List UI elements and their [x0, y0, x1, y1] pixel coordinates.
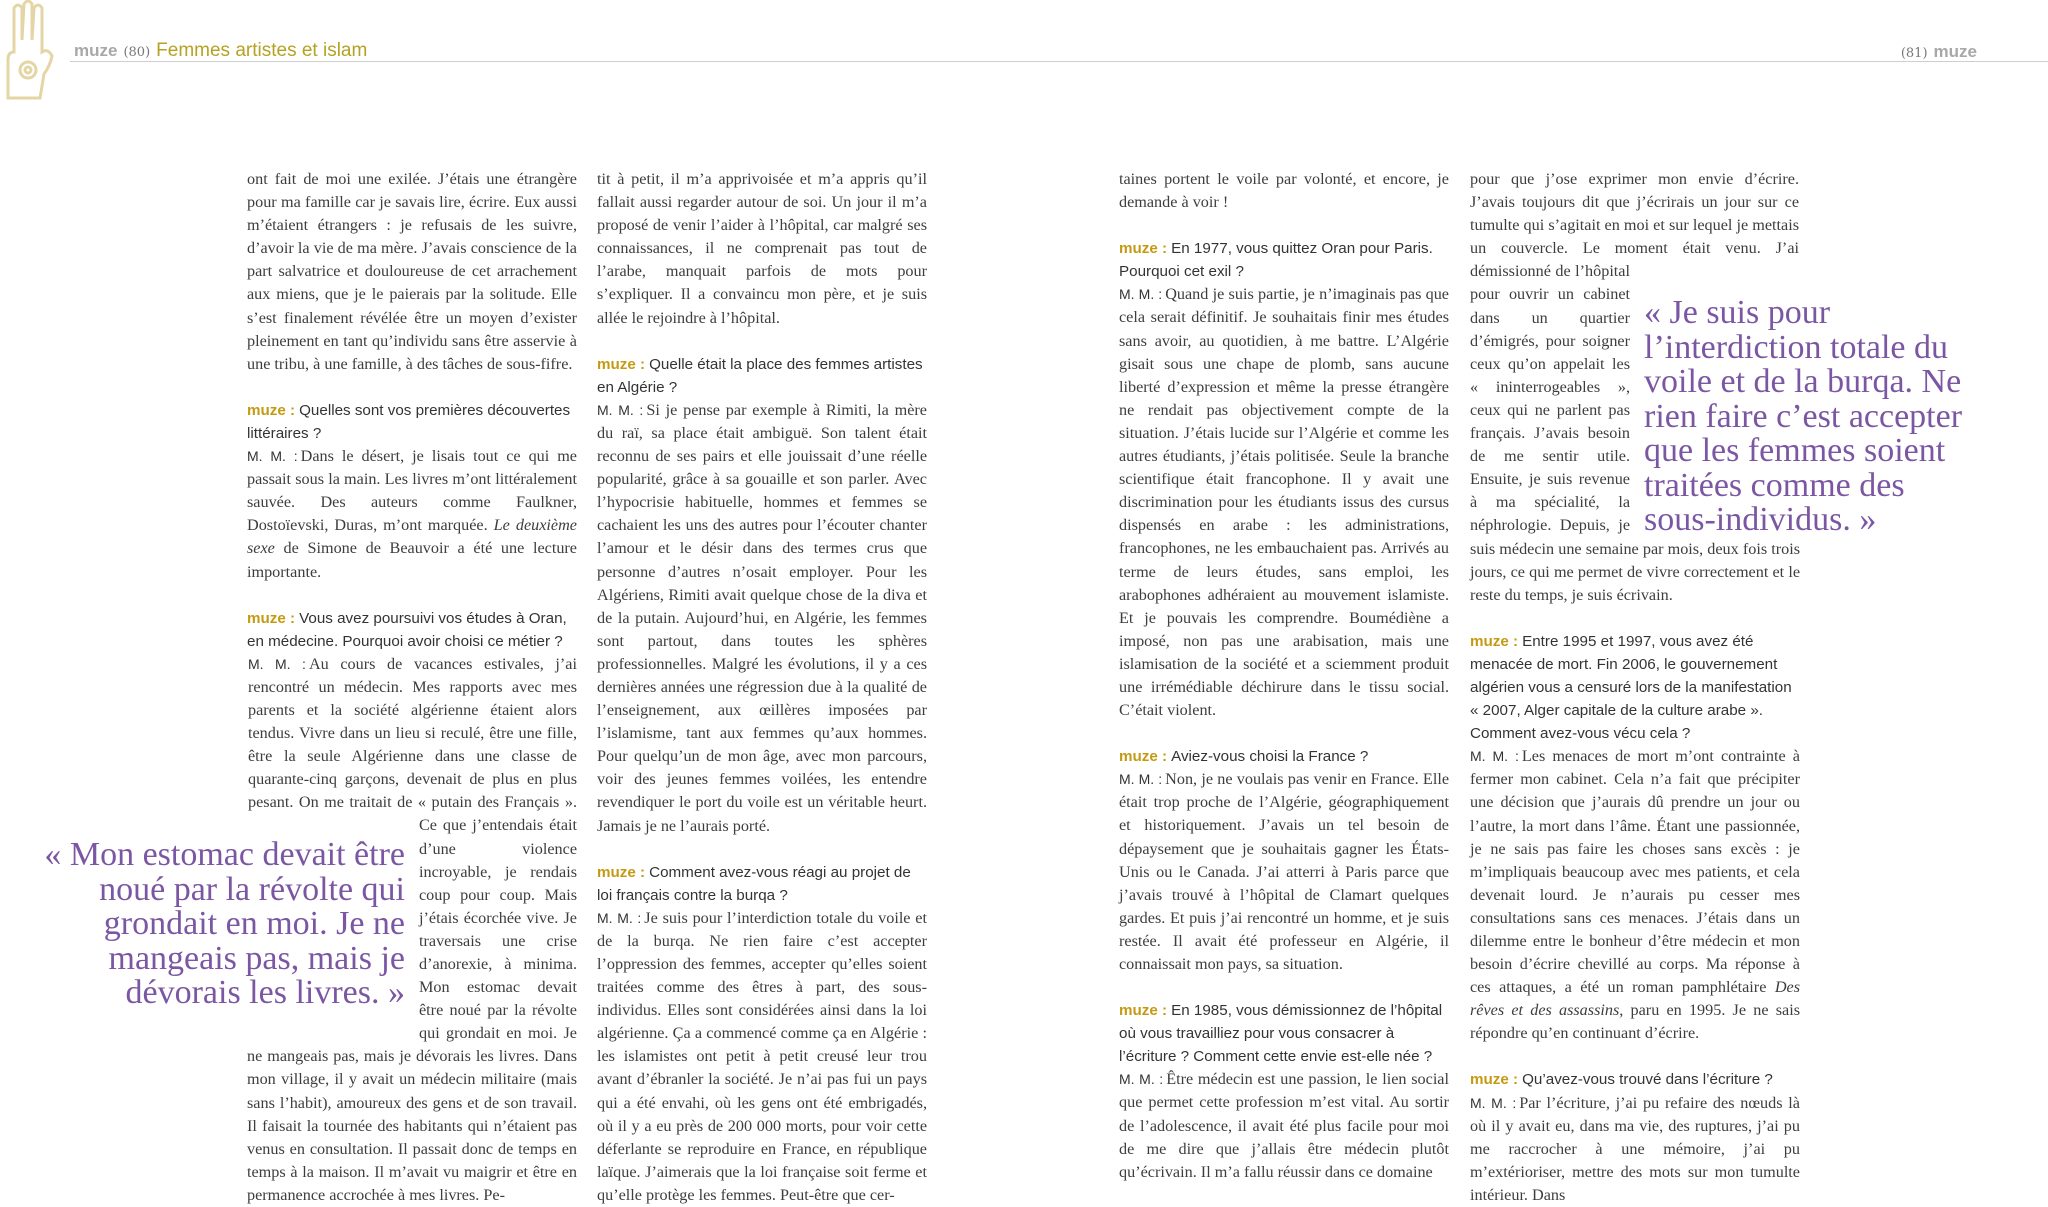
muze-marker: muze : — [1470, 632, 1519, 650]
paragraph: pour que j’ose exprimer mon envie d’écrire. J’avais toujours dit que j’écrirais un jour sur ce tumulte qui s’agitait en moi et sur lequel je mettais un couvercle. Le moment était venu. J’ai démissionné de l’hôpital pour ouvrir un cabinet dans un quartier d’émigrés, pour soigner ceux qu’on appelait les « ininterrogeables », ceux qui ne parlent pas français. J’avais besoin de me sentir utile. Ensuite, je suis revenue à ma spécialité, la néphrologie. Depuis, je suis médecin une semaine par mois, deux fois trois jours, ce qui me permet de vivre correctement et le reste du temps, je suis écrivain. — [1470, 170, 1800, 604]
question-text: Quelles sont vos premières découvertes littéraires ? — [247, 401, 571, 442]
answer-text: Par l’écriture, j’ai pu refaire des nœuds là où il y avait eu, dans ma vie, des ruptures, j’ai pu me raccrocher à une mémoire, j’ai pu m’extérioriser, mettre des mots sur mon tumulte intérieur. Dans — [1470, 1093, 1800, 1204]
paragraph: ont fait de moi une exilée. J’étais une étrangère pour ma famille car je savais lire, écrire. Eux aussi m’étaient étrangers : je refusais de les suivre, d’avoir la vie de ma mère. J’avais conscience de la part salvatrice et douloureuse de cet arrachement aux miens, que je le paierais par la solitude. Elle s’est finalement révélée être un moyen d’exister pleinement en tant qu’individu sans être asservie à une tribu, à une famille, à des tâches de sous-fifre. — [247, 170, 577, 373]
answer-lead: M. M. : — [597, 401, 644, 418]
answer — [597, 399, 927, 838]
question-text: Comment avez-vous réagi au projet de loi français contre la burqa ? — [597, 863, 911, 904]
answer-text: Si je pense par exemple à Rimiti, la mère du raï, sa place était ambiguë. Son talent était reconnu de ses pairs et elle jouissait d’une réelle popularité, grâce à sa gouaille et son parler. Avec l’hypocrisie habituelle, hommes et femmes se cachaient les uns des autres pour l’écouter chanter l’amour et le désir dans des termes crus que personne d’autres n’osait employer. Pour les Algériens, Rimiti avait quelque chose de la diva et de la putain. Aujourd’hui, en Algérie, les femmes sont partout, dans toutes les sphères professionnelles. Malgré les évolutions, il y a ces dernières années une régression due à la qualité de l’enseignement, aux œillères imposées par l’islamisme, tant aux femmes qu’aux hommes. Pour quelqu’un de mon âge, avec mon parcours, voir des jeunes femmes voilées, les entendre revendiquer le port du voile est un véritable heurt. Jamais je ne l’aurais porté. — [597, 400, 927, 835]
answer-text: de Simone de Beauvoir a été une lecture importante. — [247, 539, 577, 581]
answer-lead: M. M. : — [597, 909, 642, 926]
question — [1119, 999, 1449, 1068]
column-1 — [247, 168, 577, 1207]
question — [247, 607, 577, 653]
hamsa-icon — [0, 0, 56, 104]
answer — [1119, 1068, 1449, 1183]
question — [597, 353, 927, 399]
float-spacer — [1799, 168, 1800, 283]
answer-text: Non, je ne voulais pas venir en France. Elle était trop proche de l’Algérie, géographiquement et historiquement. J’avais un tel besoin de dépaysement que je souhaitais gagner les États-Unis ou le Canada. J’ai atterri à Paris parce que j’avais trouvé à l’hôpital de Clamart quelques gardes. Et puis j’ai rencontré un homme, et je suis restée. Il avait été professeur en Algérie, il connaissait mon pays, sa situation. — [1119, 770, 1450, 973]
section-title: Femmes artistes et islam — [156, 40, 368, 61]
question — [1470, 630, 1800, 745]
answer-text: Les menaces de mort m’ont contrainte à fermer mon cabinet. Cela n’a fait que précipiter une décision que j’aurais dû prendre un jour ou l’autre, la mort dans l’âme. Étant une passionnée, je ne sais pas faire les choses sans excès : je m’impliquais beaucoup avec mes patients, et cela devenait lourd. Je n’aurais pu cesser mes consultations sans ces menaces. J’étais dans un dilemme entre le bonheur d’être médecin et mon besoin d’écrire chevillé au corps. Ma réponse à ces attaques, a été un roman pamphlétaire — [1470, 747, 1800, 997]
book-title: Des rêves et des assassins — [1470, 978, 1801, 1020]
paragraph: taines portent le voile par volonté, et encore, je demande à voir ! — [1119, 170, 1449, 212]
question-text: Vous avez poursuivi vos études à Oran, en médecine. Pourquoi avoir choisi ce métier ? — [247, 609, 567, 650]
answer-text: Je suis pour l’interdiction totale du voile et de la burqa. Ne rien faire c’est accepter l’oppression des femmes, accepter qu’elles soient traitées comme des êtres à part, des sous-individus. Elles sont considérées ainsi dans la loi algérienne. Ça a commencé comme ça en Algérie : les islamistes ont petit à petit creusé leur trou avant d’ébranler la société. Je n’ai pas fui un pays qui a été envahi, où les gens ont été embrigadés, où il y a eu près de 200 000 morts, pour voir cette déferlante se reproduire en France, en république laïque. J’aimerais que la loi française soit ferme et qu’elle protège les femmes. Peut-être que cer- — [597, 908, 927, 1204]
answer — [1470, 745, 1800, 1045]
question-text: Quelle était la place des femmes artistes en Algérie ? — [597, 355, 923, 396]
muze-marker: muze : — [247, 609, 296, 627]
answer-lead: M. M. : — [248, 655, 306, 672]
right-running-header — [1895, 42, 1977, 64]
question — [1119, 745, 1449, 768]
answer-lead: M. M. : — [1119, 286, 1163, 303]
muze-marker: muze : — [597, 355, 646, 373]
question-text: Qu’avez-vous trouvé dans l’écriture ? — [1522, 1071, 1773, 1089]
muze-marker: muze : — [1119, 240, 1168, 258]
muze-marker: muze : — [1470, 1071, 1519, 1089]
column-3 — [1119, 168, 1449, 1184]
answer — [1470, 1092, 1800, 1207]
muze-marker: muze : — [1119, 748, 1168, 766]
answer — [1119, 768, 1449, 976]
answer — [247, 445, 577, 584]
book-title: Le deuxième sexe — [247, 516, 577, 558]
answer-text: Quand je suis partie, je n’imaginais pas que cela serait définitif. Je souhaitais finir mes études sans avoir, au quotidien, à me battre. L’Algérie gisait sous une chape de plomb, sans aucune liberté d’expression et même la presse étrangère ne rendait pas objectivement compte de la situation. J’étais lucide sur l’Algérie et comme les autres étudiants, j’étais politisée. Seule la branche scientifique était francophone. Il y avait une discrimination pour les étudiants issus des cursus dispensés en arabe : les administrations, francophones, ne les embauchaient pas. Arrivés au terme de leurs études, sans emploi, les arabophones adhéraient au mouvement islamiste. Et je pouvais les comprendre. Boumédiène a imposé, non pas une arabisation, mais une islamisation de la société et a sciemment produit une irrémédiable déchirure dans le tissu social. C’était violent. — [1119, 285, 1449, 720]
answer-lead: M. M. : — [1119, 1071, 1164, 1088]
answer-lead: M. M. : — [1470, 748, 1519, 765]
column-2 — [597, 168, 927, 1207]
question-text: En 1985, vous démissionnez de l’hôpital où vous travailliez pour vous consacrer à l’écriture ? Comment cette envie est-elle née ? — [1119, 1002, 1443, 1066]
answer-text: Au cours de vacances estivales, j’ai rencontré un médecin. Mes rapports avec mes parents et la société algérienne étaient alors tendus. Vivre dans un lieu si reculé, être une fille, être la seule Algérienne dans une classe de quarante-cinq garçons, devenait de plus en plus pesant. On me traitait de « putain des Français ». Ce que j’entendais était d’une violence incroyable, je rendais coup pour coup. Mais j’étais écorchée vive. Je traversais une crise d’anorexie, à minima. Mon estomac devait être noué par la révolte qui grondait en moi. Je ne mangeais pas, mais je dévorais les livres. Dans mon village, il y avait un médecin militaire (mais sans l’habit), amoureux des gens et de son travail. Il faisait la tournée des habitants qui n’étaient pas venus en consultation. Il passait donc de temps en temps à la maison. Il m’avait vu maigrir et être en permanence accrochée à mes livres. Pe- — [247, 654, 577, 1204]
answer-lead: M. M. : — [1470, 1094, 1517, 1111]
answer-lead: M. M. : — [1119, 771, 1163, 788]
question-text: En 1977, vous quittez Oran pour Paris. Pourquoi cet exil ? — [1119, 240, 1433, 281]
question-text: Aviez-vous choisi la France ? — [1171, 748, 1369, 766]
question-text: Entre 1995 et 1997, vous avez été menacée de mort. Fin 2006, le gouvernement algérien vous a censuré lors de la manifestation « 2007, Alger capitale de la culture arabe ». Comment avez-vous vécu cela ? — [1470, 632, 1792, 743]
answer-lead: M. M. : — [247, 448, 298, 465]
pullquote-left: « Mon estomac devait être noué par la révolte qui grondait en moi. Je ne mangeais pas, mais je dévorais les livres. » — [44, 836, 405, 1011]
muze-marker: muze : — [1119, 1002, 1168, 1020]
answer-text: , paru en 1995. Je ne sais répondre qu’en continuant d’écrire. — [1470, 1001, 1800, 1043]
question — [1119, 237, 1449, 283]
right-page-number: (81) — [1900, 46, 1928, 61]
answer-text: Être médecin est une passion, le lien social que permet cette profession m’est vital. Au sortir de l’adolescence, il avait été plus facile pour moi de me dire que j’allais être médecin plutôt qu’écrivain. Il m’a fallu réussir dans ce domaine — [1119, 1070, 1449, 1181]
paragraph: tit à petit, il m’a apprivoisée et m’a appris qu’il fallait aussi regarder autour de soi. Un jour il m’a proposé de venir l’aider à l’hôpital, car malgré ses connaissances, il ne comprenait pas tout de l’arabe, manquait parfois de mots pour s’expliquer. Il a convaincu mon père, et je suis allée le rejoindre à l’hôpital. — [597, 170, 927, 327]
answer-text: Dans le désert, je lisais tout ce qui me passait sous la main. Les livres m’ont littéralement sauvée. Des auteurs comme Faulkner, Dostoïevski, Duras, m’ont marquée. — [247, 447, 577, 535]
muze-marker: muze : — [247, 401, 296, 419]
question — [597, 861, 927, 907]
question — [1470, 1068, 1800, 1091]
magazine-brand: muze — [74, 41, 118, 60]
left-page-number: (80) — [123, 45, 151, 60]
magazine-brand-right: muze — [1933, 42, 1977, 61]
answer — [1119, 283, 1449, 722]
pullquote-right: « Je suis pour l’interdiction totale du voile et de la burqa. Ne rien faire c’est accepter que les femmes soient traitées comme des sous-individus. » — [1644, 294, 1963, 538]
answer — [597, 907, 927, 1207]
question — [247, 399, 577, 445]
muze-marker: muze : — [597, 863, 646, 881]
left-running-header — [74, 40, 367, 64]
